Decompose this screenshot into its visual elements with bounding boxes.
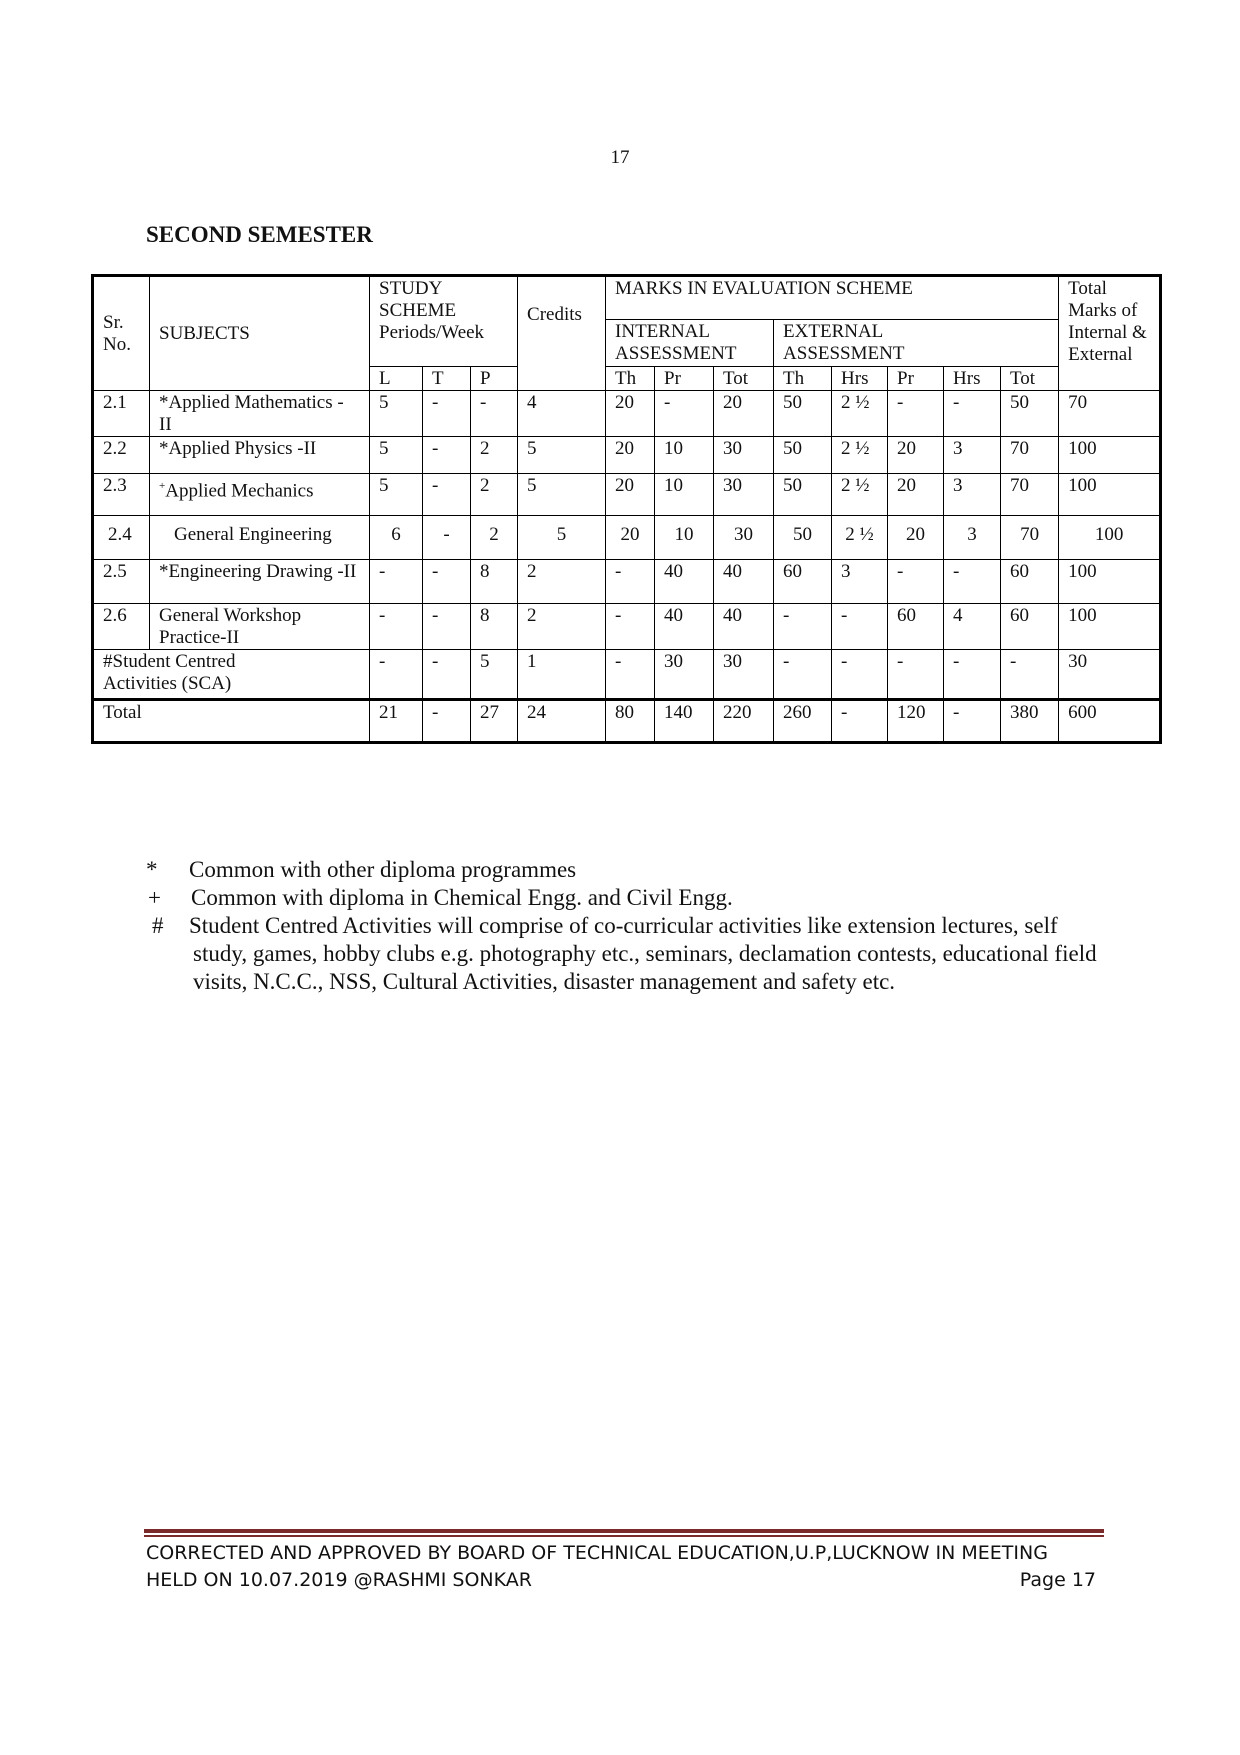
cell-p: 27 bbox=[471, 700, 518, 743]
header-credits: Credits bbox=[518, 276, 606, 391]
cell-int-th: - bbox=[606, 604, 655, 650]
cell-ext-pr: 20 bbox=[888, 437, 944, 474]
cell-subject bbox=[150, 437, 370, 474]
cell-p: 5 bbox=[471, 650, 518, 700]
cell-int-tot: 30 bbox=[714, 650, 774, 700]
cell-ext-tot: 380 bbox=[1001, 700, 1059, 743]
cell-subject bbox=[150, 516, 370, 560]
footnote-text: Common with other diploma programmes bbox=[189, 857, 577, 882]
footnote-symbol: + bbox=[148, 885, 161, 910]
cell-credits: 2 bbox=[518, 604, 606, 650]
header-ext-th: Th bbox=[774, 367, 832, 391]
cell-sr-no: 2.5 bbox=[93, 560, 150, 604]
cell-ext-th: 50 bbox=[774, 437, 832, 474]
footer-line-2: HELD ON 10.07.2019 @RASHMI SONKAR bbox=[146, 1569, 532, 1591]
cell-p: 8 bbox=[471, 604, 518, 650]
cell-ext-hrs2: - bbox=[944, 700, 1001, 743]
cell-t: - bbox=[423, 516, 471, 560]
cell-ext-hrs1: - bbox=[832, 604, 888, 650]
cell-sr-no: 2.2 bbox=[93, 437, 150, 474]
cell-ext-hrs1: - bbox=[832, 700, 888, 743]
cell-ext-th: 260 bbox=[774, 700, 832, 743]
cell-int-pr: 10 bbox=[655, 437, 714, 474]
cell-p: 2 bbox=[471, 437, 518, 474]
table-row bbox=[93, 437, 1161, 474]
subject-name: *Applied Mathematics - II bbox=[159, 392, 344, 435]
cell-total: 100 bbox=[1059, 604, 1161, 650]
header-subjects: SUBJECTS bbox=[150, 276, 370, 391]
cell-ext-th: - bbox=[774, 604, 832, 650]
header-row-1 bbox=[93, 276, 1161, 320]
cell-int-th: 20 bbox=[606, 437, 655, 474]
table-row bbox=[93, 474, 1161, 516]
cell-int-pr: - bbox=[655, 391, 714, 437]
cell-ext-th: 50 bbox=[774, 391, 832, 437]
cell-ext-tot: 70 bbox=[1001, 437, 1059, 474]
cell-t: - bbox=[423, 391, 471, 437]
cell-ext-hrs1: 2 ½ bbox=[832, 516, 888, 560]
header-ext-hrs: Hrs bbox=[832, 367, 888, 391]
cell-ext-th: 50 bbox=[774, 516, 832, 560]
cell-ext-pr: - bbox=[888, 391, 944, 437]
cell-ext-th: - bbox=[774, 650, 832, 700]
table-row bbox=[93, 391, 1161, 437]
cell-ext-tot: 60 bbox=[1001, 604, 1059, 650]
table-row bbox=[93, 560, 1161, 604]
cell-ext-hrs2: - bbox=[944, 560, 1001, 604]
cell-ext-hrs1: 2 ½ bbox=[832, 391, 888, 437]
cell-ext-pr: 60 bbox=[888, 604, 944, 650]
evaluation-scheme-table bbox=[91, 274, 1162, 744]
header-ext-hrs: Hrs bbox=[944, 367, 1001, 391]
cell-int-tot: 30 bbox=[714, 516, 774, 560]
cell-ext-hrs1: 3 bbox=[832, 560, 888, 604]
cell-ext-hrs1: - bbox=[832, 650, 888, 700]
cell-int-pr: 40 bbox=[655, 560, 714, 604]
footnote-symbol: * bbox=[146, 857, 158, 882]
cell-ext-th: 60 bbox=[774, 560, 832, 604]
header-int-tot: Tot bbox=[714, 367, 774, 391]
cell-credits: 1 bbox=[518, 650, 606, 700]
cell-total: 600 bbox=[1059, 700, 1161, 743]
cell-l: - bbox=[370, 604, 423, 650]
cell-ext-pr: 20 bbox=[888, 516, 944, 560]
cell-ext-hrs2: - bbox=[944, 650, 1001, 700]
cell-l: 5 bbox=[370, 391, 423, 437]
sca-row bbox=[93, 650, 1161, 700]
cell-l: - bbox=[370, 650, 423, 700]
page-number: 17 bbox=[610, 147, 630, 168]
cell-credits: 5 bbox=[518, 474, 606, 516]
footnote-text: Student Centred Activities will comprise of co-curricular activities like extension lectures, self study, games, hobby clubs e.g. photography etc., seminars, declamation contests, educational field visits, N.C.C., NSS, Cultural Activities, disaster management and safety etc. bbox=[189, 913, 1097, 994]
table-row bbox=[93, 516, 1161, 560]
cell-int-pr: 30 bbox=[655, 650, 714, 700]
cell-ext-pr: 20 bbox=[888, 474, 944, 516]
subject-name: General Engineering bbox=[174, 524, 332, 545]
cell-t: - bbox=[423, 700, 471, 743]
cell-ext-hrs1: 2 ½ bbox=[832, 437, 888, 474]
cell-sr-no: 2.3 bbox=[93, 474, 150, 516]
footer-line-2-wrap bbox=[146, 1567, 1096, 1594]
header-marks-scheme: MARKS IN EVALUATION SCHEME bbox=[606, 276, 1059, 320]
cell-int-th: 80 bbox=[606, 700, 655, 743]
header-t: T bbox=[423, 367, 471, 391]
cell-sr-no: 2.4 bbox=[93, 516, 150, 560]
cell-p: 2 bbox=[471, 474, 518, 516]
cell-int-tot: 20 bbox=[714, 391, 774, 437]
cell-ext-pr: 120 bbox=[888, 700, 944, 743]
cell-int-pr: 10 bbox=[655, 474, 714, 516]
cell-ext-tot: 60 bbox=[1001, 560, 1059, 604]
cell-total: 100 bbox=[1059, 437, 1161, 474]
footnote-symbol: # bbox=[152, 913, 164, 938]
header-internal-assessment: INTERNAL ASSESSMENT bbox=[606, 320, 774, 367]
cell-ext-hrs2: 3 bbox=[944, 437, 1001, 474]
total-row bbox=[93, 700, 1161, 743]
subject-name: *Engineering Drawing -II bbox=[159, 561, 357, 582]
footer-rule bbox=[144, 1529, 1104, 1533]
cell-t: - bbox=[423, 604, 471, 650]
cell-int-tot: 40 bbox=[714, 560, 774, 604]
cell-sca-row-label: #Student Centred Activities (SCA) bbox=[93, 650, 370, 700]
cell-sr-no: 2.6 bbox=[93, 604, 150, 650]
cell-t: - bbox=[423, 560, 471, 604]
semester-heading: SECOND SEMESTER bbox=[146, 222, 373, 247]
cell-ext-th: 50 bbox=[774, 474, 832, 516]
header-int-pr: Pr bbox=[655, 367, 714, 391]
cell-ext-hrs2: 4 bbox=[944, 604, 1001, 650]
table-row bbox=[93, 604, 1161, 650]
cell-total: 100 bbox=[1059, 516, 1161, 560]
cell-credits: 5 bbox=[518, 516, 606, 560]
cell-ext-hrs2: - bbox=[944, 391, 1001, 437]
cell-ext-pr: - bbox=[888, 650, 944, 700]
subject-name: Applied Mechanics bbox=[165, 480, 314, 502]
header-sr-no: Sr. No. bbox=[93, 276, 150, 391]
cell-subject bbox=[150, 604, 370, 650]
cell-int-tot: 30 bbox=[714, 474, 774, 516]
subject-name: General Workshop Practice-II bbox=[159, 605, 302, 648]
cell-l: 5 bbox=[370, 474, 423, 516]
cell-int-th: 20 bbox=[606, 474, 655, 516]
cell-ext-tot: 70 bbox=[1001, 516, 1059, 560]
header-ext-pr: Pr bbox=[888, 367, 944, 391]
cell-credits: 24 bbox=[518, 700, 606, 743]
cell-total-row-label: Total bbox=[93, 700, 370, 743]
page-footer bbox=[146, 1540, 1096, 1594]
cell-t: - bbox=[423, 437, 471, 474]
header-l: L bbox=[370, 367, 423, 391]
cell-total: 30 bbox=[1059, 650, 1161, 700]
cell-ext-tot: - bbox=[1001, 650, 1059, 700]
header-external-assessment: EXTERNAL ASSESSMENT bbox=[774, 320, 1059, 367]
footer-rule-thin bbox=[144, 1535, 1104, 1537]
cell-int-tot: 220 bbox=[714, 700, 774, 743]
cell-ext-hrs2: 3 bbox=[944, 516, 1001, 560]
cell-int-th: 20 bbox=[606, 391, 655, 437]
cell-int-th: - bbox=[606, 650, 655, 700]
cell-credits: 4 bbox=[518, 391, 606, 437]
cell-l: 21 bbox=[370, 700, 423, 743]
cell-ext-tot: 70 bbox=[1001, 474, 1059, 516]
cell-int-pr: 140 bbox=[655, 700, 714, 743]
cell-int-th: - bbox=[606, 560, 655, 604]
cell-l: 5 bbox=[370, 437, 423, 474]
cell-l: - bbox=[370, 560, 423, 604]
cell-total: 100 bbox=[1059, 560, 1161, 604]
cell-credits: 5 bbox=[518, 437, 606, 474]
header-ext-tot: Tot bbox=[1001, 367, 1059, 391]
cell-credits: 2 bbox=[518, 560, 606, 604]
header-int-th: Th bbox=[606, 367, 655, 391]
footer-line-1: CORRECTED AND APPROVED BY BOARD OF TECHNICAL EDUCATION,U.P,LUCKNOW IN MEETING bbox=[146, 1542, 1048, 1564]
cell-t: - bbox=[423, 650, 471, 700]
header-p: P bbox=[471, 367, 518, 391]
cell-int-pr: 10 bbox=[655, 516, 714, 560]
cell-p: - bbox=[471, 391, 518, 437]
footer-page-ref: Page 17 bbox=[1019, 1569, 1096, 1591]
subject-marker: + bbox=[159, 480, 166, 492]
cell-t: - bbox=[423, 474, 471, 516]
cell-int-tot: 40 bbox=[714, 604, 774, 650]
cell-int-th: 20 bbox=[606, 516, 655, 560]
subject-name: *Applied Physics -II bbox=[159, 438, 317, 459]
cell-subject bbox=[150, 391, 370, 437]
footnote-text: Common with diploma in Chemical Engg. and Civil Engg. bbox=[191, 885, 733, 910]
header-total-marks: Total Marks of Internal & External bbox=[1059, 276, 1161, 391]
cell-ext-hrs2: 3 bbox=[944, 474, 1001, 516]
cell-subject bbox=[150, 560, 370, 604]
header-study-scheme: STUDY SCHEME Periods/Week bbox=[370, 276, 518, 367]
cell-ext-pr: - bbox=[888, 560, 944, 604]
cell-p: 2 bbox=[471, 516, 518, 560]
cell-subject bbox=[150, 474, 370, 516]
cell-total: 70 bbox=[1059, 391, 1161, 437]
cell-int-pr: 40 bbox=[655, 604, 714, 650]
cell-sr-no: 2.1 bbox=[93, 391, 150, 437]
cell-total: 100 bbox=[1059, 474, 1161, 516]
cell-int-tot: 30 bbox=[714, 437, 774, 474]
cell-p: 8 bbox=[471, 560, 518, 604]
cell-ext-hrs1: 2 ½ bbox=[832, 474, 888, 516]
cell-ext-tot: 50 bbox=[1001, 391, 1059, 437]
cell-l: 6 bbox=[370, 516, 423, 560]
